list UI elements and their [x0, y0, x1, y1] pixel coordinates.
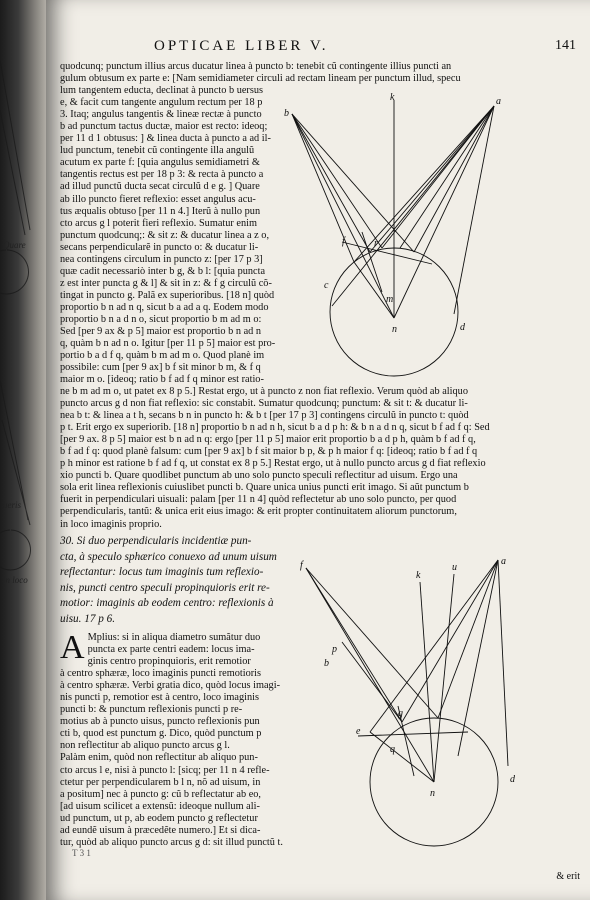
text-line: nea contingens circulum in puncto z: [per 17 p 3]: [60, 253, 263, 265]
optics-figure-1: [282, 92, 582, 382]
figure-label: n: [430, 788, 435, 799]
proposition-line: cta, à speculo sphærico conuexo ad unum uisum: [60, 550, 277, 563]
drop-cap: A: [60, 629, 85, 666]
text-line: puncto arcus g d non fiat reflexio: sic constabit. Sumatur quodcunq; punctum: & sit t: & ducatur li-: [60, 398, 468, 410]
text-line: ud punctum, ut p, ab eodem puncto g reflectetur: [60, 812, 258, 824]
figure-label: m: [386, 294, 394, 305]
text-line: p t. Erit ergo ex superiorib. [18 n] proportio b n ad n h, sicut b a d p h: & b n a d n q, sicut b f ad f q: Sed: [60, 422, 490, 434]
text-line: gulum obtusum ex parte e: [Nam semidiameter circuli ad rectam lineam per punctum illud, specu: [60, 73, 461, 85]
text-line: tus æqualis obtuso [per 11 n 4.] Iterũ à nullo pun: [60, 205, 261, 217]
text-line: ne b m ad m o, ut patet ex 8 p 5.] Restat ergo, ut à puncto z non fiat reflexio. Verum quòd ab aliquo: [60, 386, 468, 397]
figure-label: p: [332, 644, 337, 655]
text-line: acutum ex parte f: [quia angulus semidiametri &: [60, 157, 260, 169]
figure-label: u: [452, 562, 457, 573]
text-line: tangentis rectus est per 18 p 3: & recta à puncto a: [60, 169, 264, 181]
margin-word: in loco: [3, 575, 28, 585]
text-line: [ad uisum scilicet a extensũ: ideoque nullum ali-: [60, 800, 260, 812]
text-line: à centro sphæræ, loco imaginis puncti remotioris: [60, 668, 262, 680]
adjacent-page-edge: [0, 0, 52, 900]
figure-label: b: [324, 658, 329, 669]
figure-label: k: [390, 92, 395, 103]
text-line: per 11 d 1 obtusus: ] & linea ducta à puncto a ad il-: [60, 133, 271, 145]
proposition-line: 30. Si duo perpendicularis incidentiæ pun-: [60, 535, 252, 547]
text-line: puncti b: & punctum reflexionis puncti p re-: [60, 704, 243, 716]
text-line: cti b, quod est punctum g. Dico, quòd punctum p: [60, 728, 262, 740]
text-line: ginis centro propinquioris, erit remotior: [87, 656, 251, 668]
text-block-bottom: [60, 629, 296, 849]
signature-mark: T 3 1: [72, 848, 91, 858]
text-line: tingat in puncto g. Palã ex superioribus. [18 n] quòd: [60, 289, 275, 301]
text-line: quæ cadit necessariò inter b g, & b l: [quia puncta: [60, 265, 266, 277]
text-line: perpendicularis, tantũ: & unica erit eius imago: & erit propter continuitatem aliorum punctorum,: [60, 506, 457, 518]
text-line: maior m o. [ideoq; ratio b f ad f q minor est ratio-: [60, 374, 264, 386]
text-line: ad illud punctũ ducta secat circulũ d e g. ] Quare: [60, 181, 260, 193]
page-header: [46, 38, 590, 56]
text-line: e, & facit cum tangente angulum rectum per 18 p: [60, 97, 263, 109]
text-line: in loco imaginis proprio.: [60, 518, 162, 530]
figure-label: f: [342, 236, 345, 247]
proposition-line: nis, puncti centro speculi propinquioris erit re-: [60, 581, 270, 594]
figure-label: q: [390, 744, 395, 755]
margin-word: Quare: [3, 240, 26, 250]
figure-label: f: [300, 560, 303, 571]
text-line: punctum quodcunq;: & sit z: & ducatur linea a z o,: [60, 229, 270, 241]
figure-label: a: [501, 556, 506, 567]
text-line: 3. Itaq; angulus tangentis & lineæ rectæ à puncto: [60, 109, 262, 121]
text-line: ab illo puncto fieret reflexio: esset angulus acu-: [60, 193, 256, 205]
text-line: nea b t: & linea a t h, secans b n in puncto h: & b t [per 17 p 3] contingens circulũ in puncto t: quòd: [60, 410, 469, 422]
text-block-middle: [60, 386, 574, 531]
proposition-30: [60, 534, 310, 627]
proposition-line: motior: imaginis ab eodem centro: reflexionis à: [60, 597, 274, 609]
text-line: à centro sphæræ. Verbi gratia dico, quòd locus imagi-: [60, 680, 280, 692]
text-line: sola erit linea reflexionis cuiuslibet puncti b. Quare unica unius puncti erit imago. Si aũt punctum b: [60, 482, 469, 494]
text-line: secans perpendicularẽ in puncto o: & ducatur li-: [60, 241, 259, 253]
text-line: quodcunq; punctum illius arcus ducatur linea à puncto b: tenebit cũ contingente illius puncti an: [60, 61, 452, 72]
figure-label: a: [496, 96, 501, 107]
figure-label: r: [374, 238, 378, 249]
figure-label: k: [416, 570, 421, 581]
text-line: xio puncti b. Quare quodlibet punctum ab uno solo puncto speculi reflectitur ad uisum. Ergo una: [60, 470, 458, 482]
text-line: nis puncti p, remotior est à centro, loco imaginis: [60, 692, 260, 704]
text-line: ad eundẽ uisum à præcedẽte numero.] Et si dica-: [60, 824, 261, 836]
text-line: proportio b n ad n q, sicut b a ad a q. Eodem modo: [60, 301, 269, 313]
figure-label: n: [392, 324, 397, 335]
figure-label: e: [356, 726, 361, 737]
text-line: lud punctum, tenebit cũ contingente illa angulũ: [60, 145, 255, 157]
text-line: motius ab à puncto uisus, puncto reflexionis pun: [60, 716, 260, 728]
text-line: fuerit in perpendiculari uisuali: palam [per 11 n 4] quòd reflectetur ab uno solo puncto, per quod: [60, 494, 457, 506]
figure-label: d: [510, 774, 515, 785]
adjacent-page-diagram: [0, 0, 52, 900]
page-number: 141: [555, 38, 576, 53]
text-line: Mplius: si in aliqua diametro sumãtur duo: [87, 632, 261, 643]
text-line: b ad punctum tactus ductæ, maior est recto: ideoq;: [60, 121, 268, 133]
text-line: [per 9 ax. 8 p 5] maior est b n ad n q: ergo [per 11 p 5] maior erit proportio b a d p h, quàm b f ad f q,: [60, 434, 476, 446]
text-line: puncta ex parte centri eadem: locus ima-: [87, 644, 255, 656]
text-line: ctetur per perpendicularem b l n, nõ ad uisum, in: [60, 776, 261, 788]
book-page: [46, 0, 590, 900]
text-line: cto arcus l e, nisi à puncto l: [sicq; per 11 n 4 refle-: [60, 764, 270, 776]
text-line: cto arcus g l poterit fieri reflexio. Sumatur enim: [60, 217, 258, 229]
text-line: possibile: cum [per 9 ax] b f sit minor b m, & f q: [60, 362, 261, 374]
text-line: b f ad f q: quod planè falsum: cum [per 9 ax] b f sit maior b p, & p h maior f q: [ideoq; ratio b f ad f q: [60, 446, 478, 458]
text-line: p h minor est ratione b f ad f q, ut constat ex 8 p 5.] Restat ergo, ut à nullo puncto arcus g d fiat reflexio: [60, 458, 486, 470]
text-line: proportio b n a d n o, sicut proportio b m ad m o:: [60, 313, 262, 325]
text-line: tur, quòd ab aliquo puncto arcus g d: sit illud punctũ t.: [60, 836, 283, 848]
text-line: z est inter puncta g & l] & sit in z: & f g circulũ cõ-: [60, 277, 272, 289]
catchword: & erit: [556, 871, 580, 882]
text-line: Palàm enim, quòd non reflectitur ab aliquo pun-: [60, 752, 258, 764]
text-line: portio b a d f q, quàm b m ad m o. Quod planè im: [60, 350, 265, 362]
margin-word: ueris: [3, 500, 21, 510]
running-head: OPTICAE LIBER V.: [154, 38, 329, 54]
figure-label: d: [460, 322, 465, 333]
text-line: q, quàm b n ad n o. Igitur [per 11 p 5] maior est pro-: [60, 338, 276, 350]
text-line: Sed [per 9 ax & p 5] maior est proportio b n ad n: [60, 326, 262, 338]
text-line: non reflectitur ab aliquo puncto arcus g l.: [60, 740, 230, 752]
text-line: lum tangentem educta, declinat à puncto b uersus: [60, 85, 264, 97]
optics-figure-2: [298, 556, 578, 856]
proposition-line: reflectantur: locus tum imaginis tum reflexio-: [60, 566, 264, 578]
proposition-line: uisu. 17 p 6.: [60, 612, 116, 625]
figure-label: b: [284, 108, 289, 119]
figure-label: g: [398, 708, 403, 719]
text-line: a positum] nec à puncto g: cũ b reflectatur ab eo,: [60, 788, 261, 800]
figure-label: c: [324, 280, 329, 291]
